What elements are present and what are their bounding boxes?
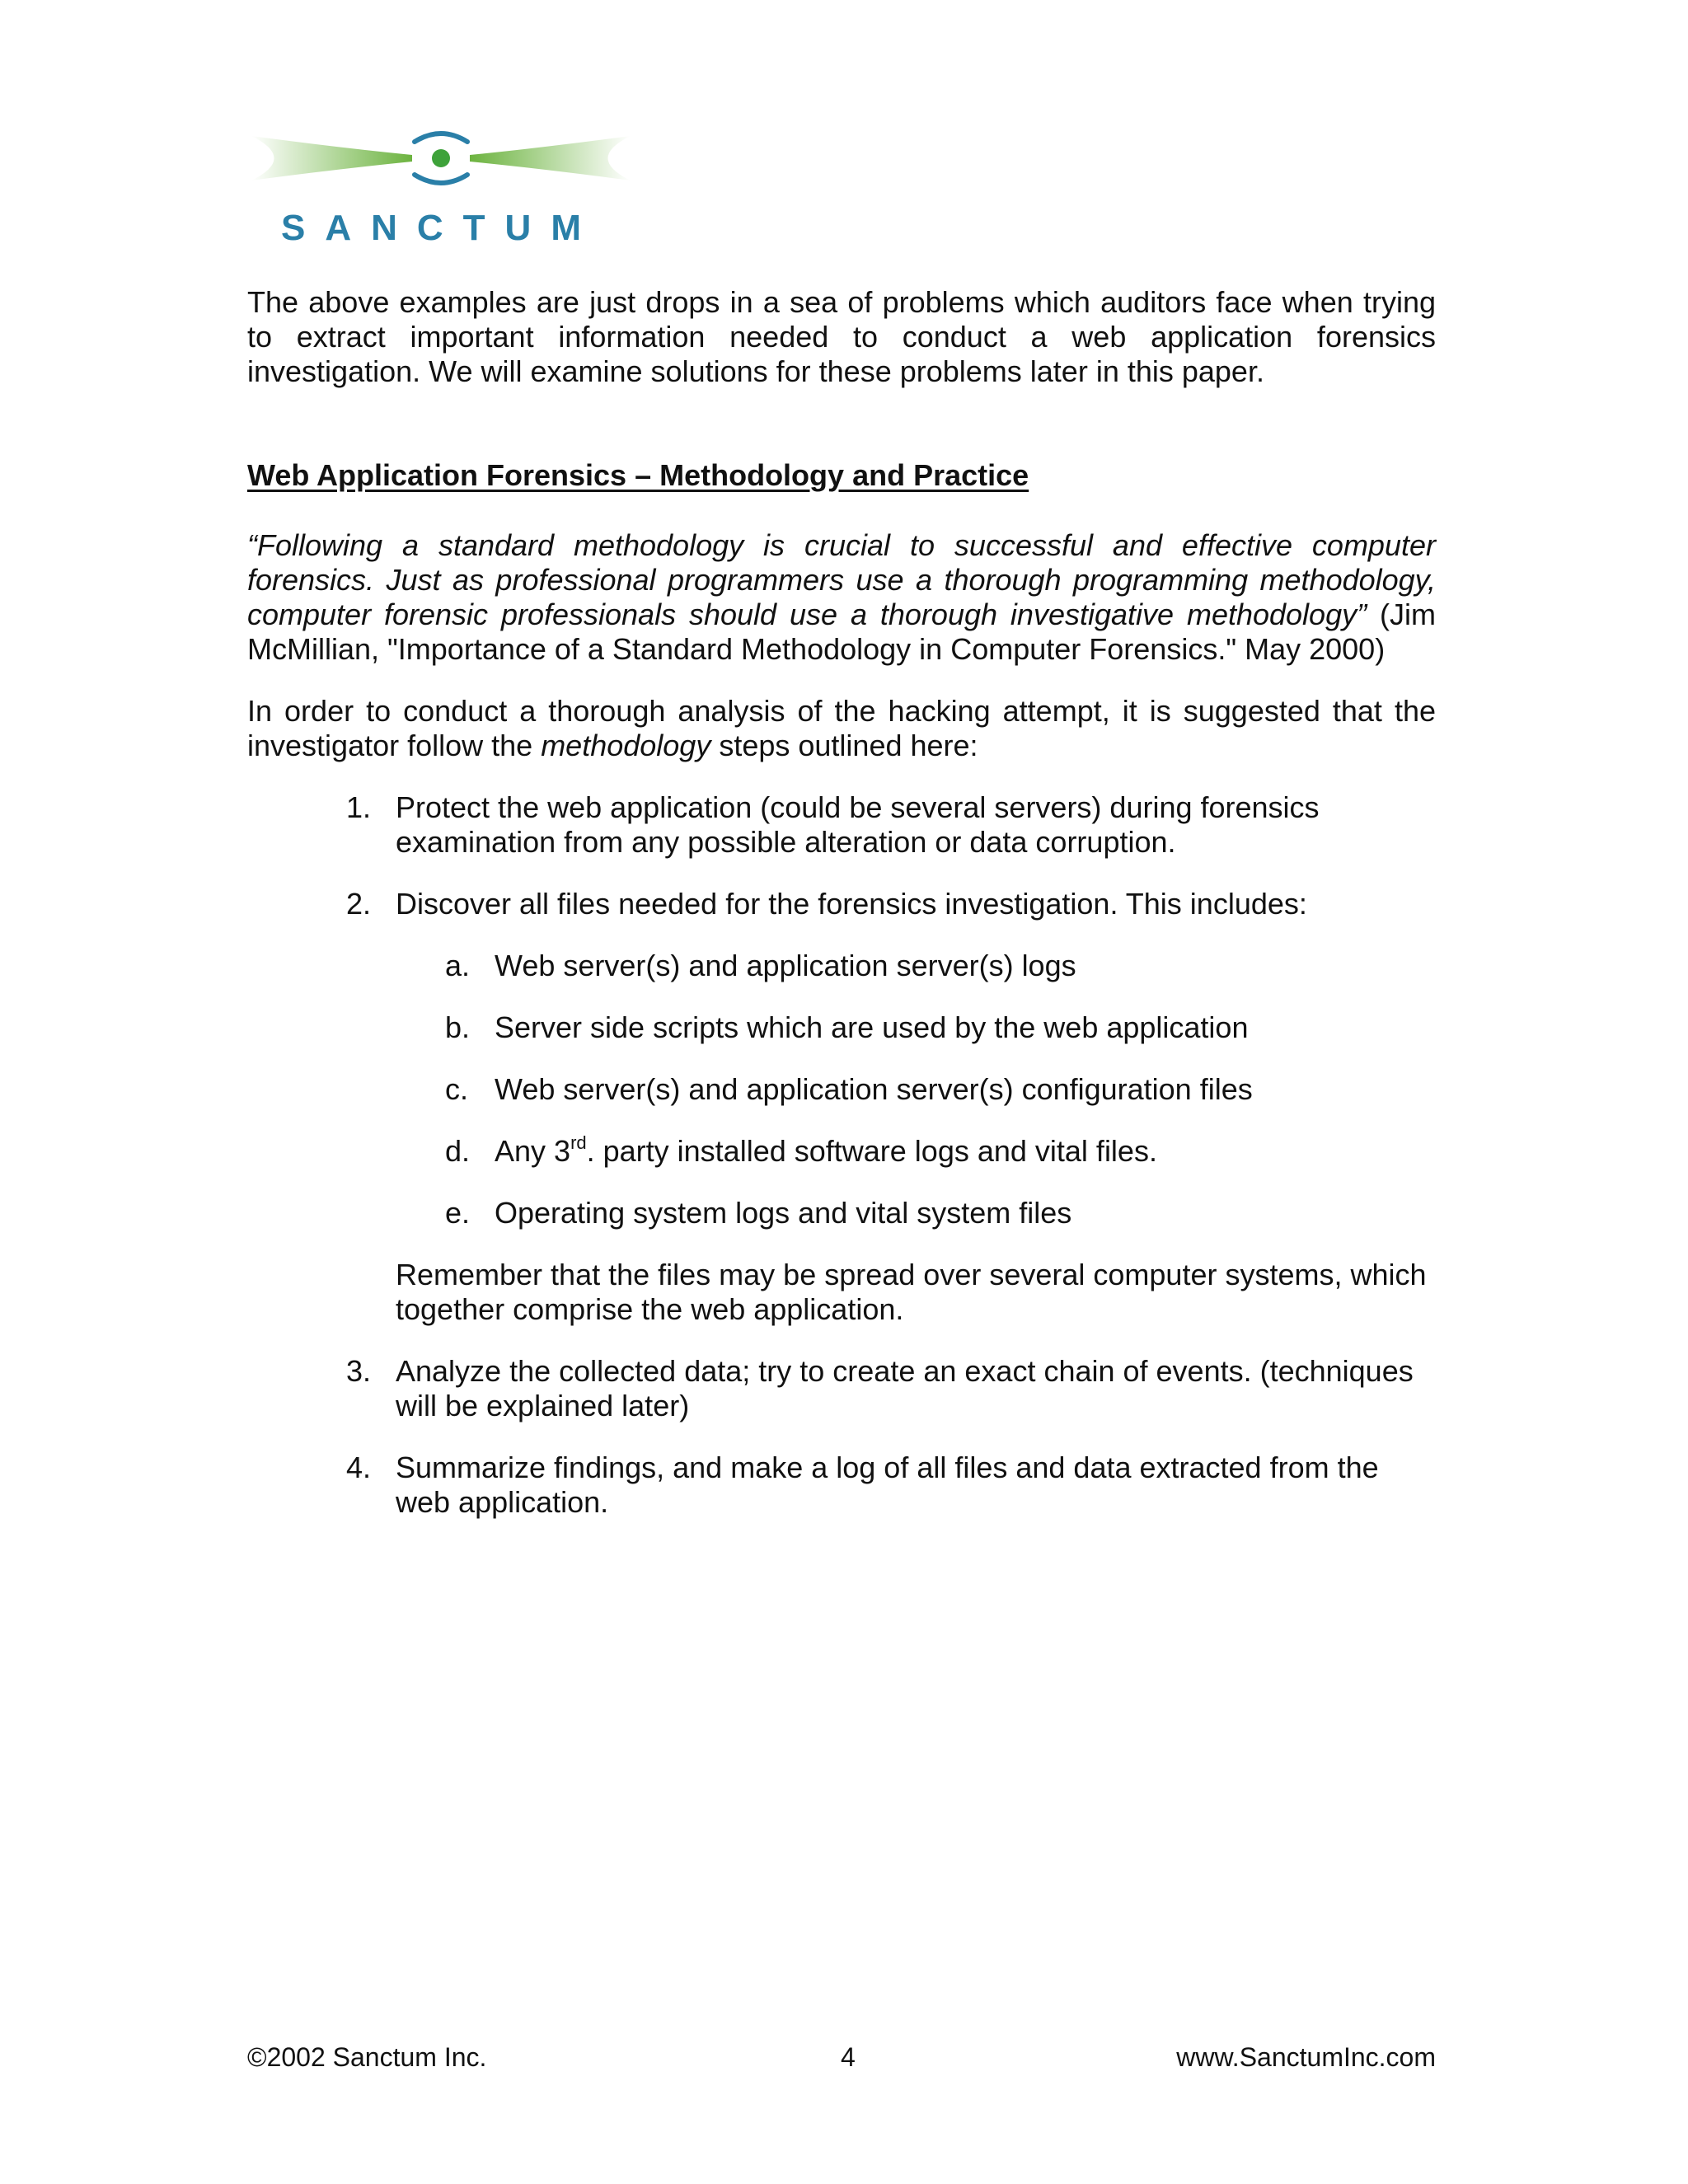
sub-item-text: Web server(s) and application server(s) configuration files — [495, 1072, 1253, 1106]
footer-page-number: 4 — [841, 2042, 856, 2072]
logo-wordmark: SANCTUM — [281, 208, 601, 248]
sub-item-letter: b. — [445, 1010, 471, 1044]
step-text: Summarize findings, and make a log of all files and data extracted from the web application. — [396, 1451, 1379, 1519]
sub-item — [396, 1134, 1436, 1169]
page-footer — [247, 2040, 1436, 2074]
methodology-intro — [247, 694, 1436, 763]
footer-website: www.SanctumInc.com — [1176, 2042, 1436, 2072]
sub-item — [396, 1072, 1436, 1107]
sub-item-letter: c. — [445, 1072, 469, 1106]
step-number: 2. — [346, 887, 372, 921]
step-text: Protect the web application (could be several servers) during forensics examination from any possible alteration or data corruption. — [396, 790, 1320, 859]
sub-item — [396, 1010, 1436, 1045]
step-item — [247, 887, 1436, 1327]
sub-item-letter: a. — [445, 949, 471, 982]
step-text: Discover all files needed for the forensics investigation. This includes: — [396, 887, 1307, 921]
methodology-emphasis: methodology — [541, 729, 711, 762]
sub-item — [396, 949, 1436, 983]
quote-block — [247, 528, 1436, 667]
quote-text: “Following a standard methodology is crucial to successful and effective computer forensics. Just as professional programmers use a thorough programming methodology, computer forensic professionals should use a thorough investigative methodology” — [247, 528, 1436, 631]
section-heading: Web Application Forensics – Methodology and Practice — [247, 458, 1029, 492]
methodology-intro-before: In order to conduct a thorough analysis of the hacking attempt, it is suggested that the investigator follow the — [247, 694, 1436, 762]
methodology-intro-after: steps outlined here: — [710, 729, 978, 762]
sub-item-text — [495, 1134, 1157, 1168]
step-number: 1. — [346, 790, 372, 824]
step-text: Analyze the collected data; try to create an exact chain of events. (techniques will be explained later) — [396, 1354, 1414, 1422]
files-spread-note: Remember that the files may be spread over several computer systems, which together comprise the web application. — [396, 1258, 1427, 1326]
sub-item-text: Server side scripts which are used by the web application — [495, 1010, 1249, 1044]
ordinal-suffix: rd — [570, 1132, 587, 1153]
sub-item-letter: e. — [445, 1196, 471, 1230]
sanctum-logo — [247, 120, 635, 251]
sub-item-letter: d. — [445, 1134, 471, 1168]
file-list — [396, 949, 1436, 1230]
sub-item-text-after: . party installed software logs and vital files. — [586, 1134, 1157, 1168]
step-number: 3. — [346, 1354, 372, 1388]
sub-item — [396, 1196, 1436, 1230]
methodology-steps — [247, 790, 1436, 1520]
document-body — [247, 285, 1436, 1547]
step-item — [247, 1354, 1436, 1423]
intro-paragraph: The above examples are just drops in a sea of problems which auditors face when trying to extract important information needed to conduct a web application forensics investigation. We will examine solutions for these problems later in this paper. — [247, 285, 1436, 388]
sub-item-text-before: Any 3 — [495, 1134, 571, 1168]
step-item — [247, 790, 1436, 860]
step-item — [247, 1451, 1436, 1520]
quote-citation: (Jim McMillian, "Importance of a Standard Methodology in Computer Forensics." May 2000) — [247, 598, 1436, 666]
sanctum-logo-icon — [247, 120, 635, 251]
sub-item-text: Web server(s) and application server(s) logs — [495, 949, 1076, 982]
footer-copyright: ©2002 Sanctum Inc. — [247, 2042, 487, 2072]
step-number: 4. — [346, 1451, 372, 1484]
sub-item-text: Operating system logs and vital system files — [495, 1196, 1072, 1230]
